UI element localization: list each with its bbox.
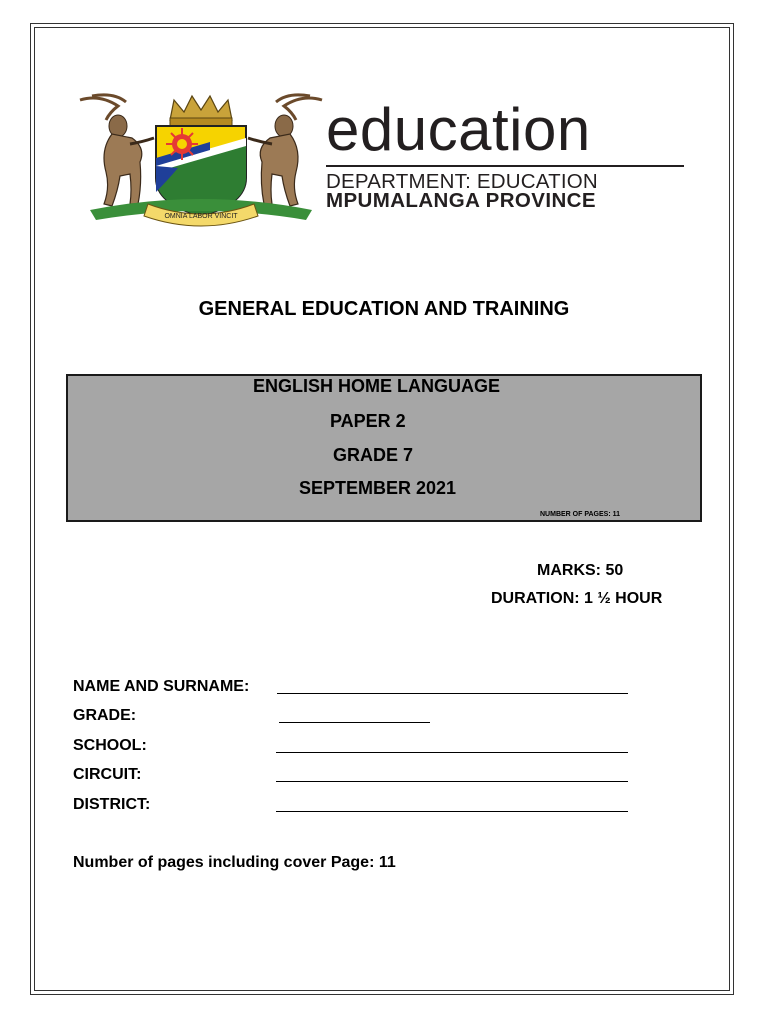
department-label: DEPARTMENT: EDUCATION xyxy=(326,170,598,193)
name-surname-line[interactable] xyxy=(277,693,628,694)
date-label: SEPTEMBER 2021 xyxy=(299,478,457,498)
grade-field-label: GRADE: xyxy=(73,707,137,724)
pages-note: NUMBER OF PAGES: 11 xyxy=(540,511,620,518)
name-surname-label: NAME AND SURNAME: xyxy=(73,678,250,695)
circuit-line[interactable] xyxy=(276,781,628,782)
education-wordmark: education xyxy=(326,96,591,163)
left-kudu-icon xyxy=(80,95,154,206)
district-label: DISTRICT: xyxy=(73,796,151,813)
province-label: MPUMALANGA PROVINCE xyxy=(326,189,596,212)
grade-label: GRADE 7 xyxy=(333,445,414,465)
school-line[interactable] xyxy=(276,752,628,753)
crown-icon xyxy=(170,96,232,126)
circuit-label: CIRCUIT: xyxy=(73,766,142,783)
duration-label: DURATION: 1 ½ HOUR xyxy=(491,590,663,607)
marks-label: MARKS: 50 xyxy=(537,562,624,579)
district-line[interactable] xyxy=(276,811,628,812)
paper-label: PAPER 2 xyxy=(330,411,406,431)
grade-field-line[interactable] xyxy=(279,722,430,723)
motto-text: OMNIA LABOR VINCIT xyxy=(164,213,238,220)
page-count-note: Number of pages including cover Page: 11 xyxy=(73,854,396,871)
right-kudu-icon xyxy=(248,95,322,206)
subject-label: ENGLISH HOME LANGUAGE xyxy=(253,376,501,396)
coat-of-arms-logo xyxy=(70,92,332,227)
document-title: GENERAL EDUCATION AND TRAINING xyxy=(198,298,570,320)
wordmark-divider xyxy=(326,165,684,167)
school-label: SCHOOL: xyxy=(73,737,147,754)
